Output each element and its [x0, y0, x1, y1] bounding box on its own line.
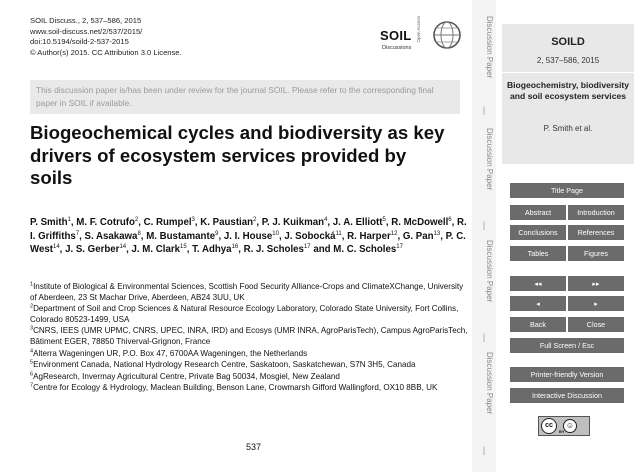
- affiliation-text: Environment Canada, National Hydrology Research Centre, Saskatoon, Saskatchewan, S7N 3H5, Canada: [33, 360, 416, 370]
- author-affiliation-mark: 17: [303, 243, 311, 250]
- abstract-button[interactable]: Abstract: [510, 205, 566, 220]
- author-name: P. C. West$^{14}$: [30, 230, 466, 255]
- affiliation: [30, 349, 470, 360]
- affiliation-number: 5: [30, 359, 34, 366]
- author-name: J. I. House$^{10}$: [223, 230, 279, 242]
- author-name: R. Harper$^{12}$: [347, 230, 398, 242]
- next-button[interactable]: ▸: [568, 296, 624, 311]
- title-page-button[interactable]: Title Page: [510, 183, 624, 198]
- author-affiliation-mark: 7: [75, 230, 80, 237]
- full-screen-button[interactable]: Full Screen / Esc: [510, 338, 624, 353]
- author-name: J. A. Elliott$^5$: [332, 216, 386, 228]
- affiliation-text: CNRS, IEES (UMR UPMC, CNRS, UPEC, INRA, IRD) and Ecosys (UMR INRA, AgroParisTech), Campus AgroParisTech, Bâtiment EGER, 78850 Thiverval-Grignon, France: [30, 326, 468, 346]
- author-name: J. S. Gerber$^{14}$: [65, 243, 127, 255]
- sidebar-volume: 2, 537–586, 2015: [536, 56, 600, 65]
- author-affiliation-mark: 15: [180, 243, 187, 250]
- author-name: J. Sobocká$^{11}$: [284, 230, 342, 242]
- affiliation: [30, 372, 470, 383]
- sidebar-title: Biogeochemistry, biodiversity and soil ecosystem services: [506, 80, 630, 101]
- person-icon: ☺: [563, 419, 577, 433]
- author-affiliation-mark: 14: [52, 243, 60, 250]
- author-affiliation-mark: 4: [324, 216, 328, 223]
- open-access-label: Open Access: [416, 16, 421, 43]
- discussion-paper-strip: [472, 0, 496, 472]
- affiliation-number: 2: [30, 303, 34, 310]
- author-name: R. McDowell$^6$: [391, 216, 452, 228]
- tables-button[interactable]: Tables: [510, 246, 566, 261]
- author-name: S. Asakawa$^8$: [84, 230, 141, 242]
- authors-and: and: [310, 244, 334, 255]
- logo-name: SOIL: [380, 28, 412, 43]
- strip-label: Discussion Paper: [485, 16, 494, 79]
- author-name: C. Rumpel$^3$: [143, 216, 195, 228]
- citation-line: SOIL Discuss., 2, 537–586, 2015: [30, 16, 142, 25]
- affiliation-number: 7: [30, 382, 34, 389]
- affiliation-text: Department of Soil and Crop Sciences & Natural Resource Ecology Laboratory, Colorado State University, Fort Collins, Colorado 80523-1499, USA: [30, 304, 459, 324]
- affiliation-text: AgResearch, Invermay Agricultural Centre, Private Bag 50034, Mosgiel, New Zealand: [33, 371, 340, 381]
- author-name: J. M. Clark$^{15}$: [131, 243, 187, 255]
- printer-friendly-button[interactable]: Printer-friendly Version: [510, 367, 624, 382]
- sidebar-journal: SOILD: [551, 36, 585, 48]
- figures-button[interactable]: Figures: [568, 246, 624, 261]
- paper-title: Biogeochemical cycles and biodiversity as key drivers of ecosystem services provided by soils: [30, 122, 445, 188]
- author-name: K. Paustian$^2$: [200, 216, 257, 228]
- author-affiliation-mark: 12: [390, 230, 398, 237]
- affiliation: [30, 360, 470, 371]
- author-affiliation-mark: 2: [134, 216, 139, 223]
- author-affiliation-mark: 1: [67, 216, 71, 223]
- author-name: R. I. Griffiths$^7$: [30, 217, 467, 242]
- strip-label: Discussion Paper: [485, 240, 494, 303]
- strip-label: Discussion Paper: [485, 128, 494, 191]
- sidebar-header: [502, 24, 634, 164]
- citation-meta: [30, 16, 182, 58]
- last-page-button[interactable]: ▸▸: [568, 276, 624, 291]
- back-button[interactable]: Back: [510, 317, 566, 332]
- strip-separator: |: [482, 220, 486, 230]
- author-affiliation-mark: 3: [191, 216, 195, 223]
- affiliation: [30, 326, 470, 347]
- author-affiliation-mark: 8: [137, 230, 141, 237]
- author-affiliation-mark: 11: [335, 230, 342, 237]
- affiliation-number: 3: [30, 325, 34, 332]
- affiliation: [30, 282, 470, 303]
- author-name: R. J. Scholes$^{17}$: [243, 243, 311, 255]
- strip-separator: |: [482, 445, 486, 455]
- references-button[interactable]: References: [568, 225, 624, 240]
- affiliation-text: Centre for Ecology & Hydrology, Maclean Building, Benson Lane, Crowmarsh Gifford Wallingford, OX10 8BB, UK: [33, 383, 438, 393]
- author-affiliation-mark: 2: [253, 216, 257, 223]
- affiliation-number: 6: [30, 371, 34, 378]
- sidebar-divider: [502, 72, 634, 73]
- affiliation: [30, 304, 470, 325]
- sidebar-authors: P. Smith et al.: [543, 124, 593, 133]
- author-name: M. Bustamante$^9$: [146, 230, 219, 242]
- author-list: P. Smith$^1$, M. F. Cotrufo$^2$, C. Rumpel$^3$, K. Paustian$^2$, P. J. Kuikman$^4$, J. A. Elliott$^5$, R. McDowell$^6$, R. I. Griffiths$^7$, S. Asakawa$^8$, M. Bustamante$^9$, J. I. House$^{10}$, J. Sobocká$^{11}$, R. Harper$^{12}$, G. Pan$^{13}$, P. C. West$^{14}$, J. S. Gerber$^{14}$, J. M. Clark$^{15}$, T. Adhya$^{16}$, R. J. Scholes$^{17}$ and M. C. Scholes$^{17}$: [30, 216, 467, 255]
- author-affiliation-mark: 9: [215, 230, 219, 237]
- previous-button[interactable]: ◂: [510, 296, 566, 311]
- author-name: M. C. Scholes$^{17}$: [333, 243, 403, 255]
- strip-separator: |: [482, 105, 486, 115]
- author-affiliation-mark: 14: [119, 243, 127, 250]
- cc-by-label: BY: [559, 429, 565, 434]
- cc-icon: cc: [541, 418, 557, 434]
- author-name: P. J. Kuikman$^4$: [261, 216, 328, 228]
- affiliation: [30, 383, 470, 394]
- affiliation-text: Alterra Wageningen UR, P.O. Box 47, 6700AA Wageningen, the Netherlands: [33, 348, 308, 358]
- author-name: M. F. Cotrufo$^2$: [76, 216, 139, 228]
- author-name: G. Pan$^{13}$: [402, 230, 441, 242]
- license-line: © Author(s) 2015. CC Attribution 3.0 License.: [30, 47, 182, 57]
- author-affiliation-mark: 16: [231, 243, 239, 250]
- affiliation-number: 1: [30, 281, 34, 288]
- cc-license-badge[interactable]: [538, 416, 590, 436]
- globe-icon: [432, 18, 462, 52]
- interactive-discussion-button[interactable]: Interactive Discussion: [510, 388, 624, 403]
- affiliation-text: Institute of Biological & Environmental Sciences, Scottish Food Security Alliance-Crops and ClimateXChange, University of Aberdeen, 23 St Machar Drive, Aberdeen, AB24 3UU, UK: [30, 282, 464, 302]
- affiliation-number: 4: [30, 347, 34, 354]
- affiliation-list: [30, 282, 470, 395]
- author-name: P. Smith$^1$: [30, 216, 71, 228]
- strip-separator: |: [482, 332, 486, 342]
- author-affiliation-mark: 6: [448, 216, 452, 223]
- doi-line: doi:10.5194/soild-2-537-2015: [30, 37, 129, 47]
- strip-label: Discussion Paper: [485, 352, 494, 415]
- author-affiliation-mark: 5: [382, 216, 386, 223]
- url-line[interactable]: www.soil-discuss.net/2/537/2015/: [30, 26, 143, 36]
- close-button[interactable]: Close: [568, 317, 624, 332]
- author-affiliation-mark: 13: [433, 230, 441, 237]
- journal-logo: [380, 14, 466, 60]
- author-affiliation-mark: 17: [396, 243, 403, 250]
- author-name: T. Adhya$^{16}$: [192, 243, 239, 255]
- first-page-button[interactable]: ◂◂: [510, 276, 566, 291]
- conclusions-button[interactable]: Conclusions: [510, 225, 566, 240]
- page-number: 537: [246, 442, 262, 452]
- author-affiliation-mark: 10: [272, 230, 279, 237]
- review-notice: This discussion paper is/has been under review for the journal SOIL. Please refer to the corresponding final paper in SOIL if available.: [30, 80, 460, 114]
- introduction-button[interactable]: Introduction: [568, 205, 624, 220]
- logo-subtitle: Discussions: [382, 45, 412, 51]
